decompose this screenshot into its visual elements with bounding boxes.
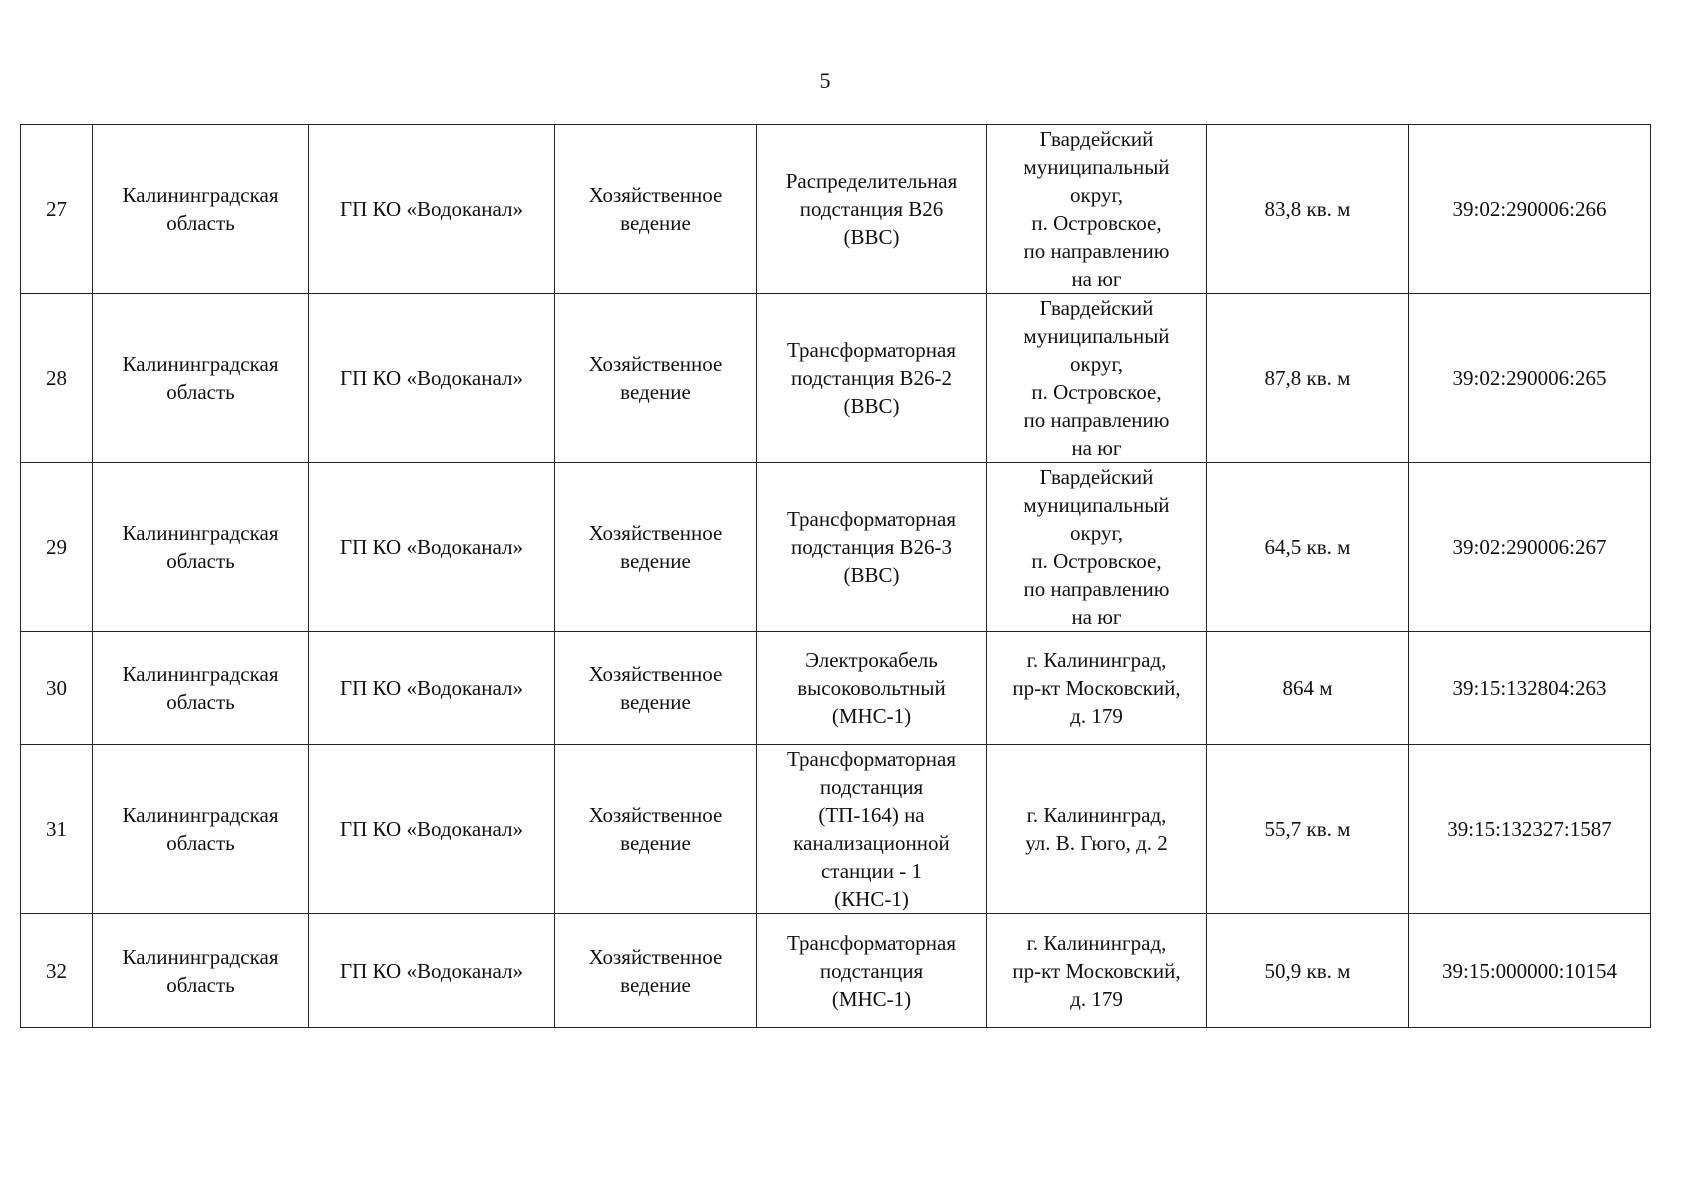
organization-cell: ГП КО «Водоканал» — [309, 914, 555, 1028]
right-type-cell: Хозяйственное ведение — [555, 745, 757, 914]
right-type-cell: Хозяйственное ведение — [555, 294, 757, 463]
object-name-cell: Трансформаторная подстанция (ТП-164) на канализационной станции - 1 (КНС-1) — [757, 745, 987, 914]
object-name-cell: Трансформаторная подстанция В26-2 (ВВС) — [757, 294, 987, 463]
address-cell: г. Калининград, пр-кт Московский, д. 179 — [987, 914, 1207, 1028]
organization-cell: ГП КО «Водоканал» — [309, 463, 555, 632]
region-cell: Калининградская область — [93, 294, 309, 463]
address-cell: Гвардейский муниципальный округ, п. Островское, по направлению на юг — [987, 463, 1207, 632]
table-row — [21, 294, 1651, 463]
row-number: 30 — [21, 632, 93, 745]
right-type-cell: Хозяйственное ведение — [555, 463, 757, 632]
region-cell: Калининградская область — [93, 745, 309, 914]
address-cell: г. Калининград, ул. В. Гюго, д. 2 — [987, 745, 1207, 914]
table-row — [21, 914, 1651, 1028]
page-number: 5 — [819, 68, 831, 93]
right-type-cell: Хозяйственное ведение — [555, 914, 757, 1028]
cadastral-number-cell: 39:15:000000:10154 — [1409, 914, 1651, 1028]
area-cell: 83,8 кв. м — [1207, 125, 1409, 294]
area-cell: 64,5 кв. м — [1207, 463, 1409, 632]
object-name-cell: Электрокабель высоковольтный (МНС-1) — [757, 632, 987, 745]
cadastral-number-cell: 39:15:132327:1587 — [1409, 745, 1651, 914]
property-registry-table — [20, 124, 1651, 1028]
address-cell: Гвардейский муниципальный округ, п. Островское, по направлению на юг — [987, 125, 1207, 294]
cadastral-number-cell: 39:02:290006:265 — [1409, 294, 1651, 463]
row-number: 31 — [21, 745, 93, 914]
address-cell: Гвардейский муниципальный округ, п. Островское, по направлению на юг — [987, 294, 1207, 463]
table-row — [21, 463, 1651, 632]
table-row — [21, 125, 1651, 294]
address-cell: г. Калининград, пр-кт Московский, д. 179 — [987, 632, 1207, 745]
area-cell: 87,8 кв. м — [1207, 294, 1409, 463]
organization-cell: ГП КО «Водоканал» — [309, 745, 555, 914]
area-cell: 55,7 кв. м — [1207, 745, 1409, 914]
right-type-cell: Хозяйственное ведение — [555, 632, 757, 745]
table-row — [21, 745, 1651, 914]
organization-cell: ГП КО «Водоканал» — [309, 294, 555, 463]
region-cell: Калининградская область — [93, 914, 309, 1028]
row-number: 27 — [21, 125, 93, 294]
region-cell: Калининградская область — [93, 125, 309, 294]
region-cell: Калининградская область — [93, 463, 309, 632]
area-cell: 50,9 кв. м — [1207, 914, 1409, 1028]
organization-cell: ГП КО «Водоканал» — [309, 632, 555, 745]
row-number: 32 — [21, 914, 93, 1028]
object-name-cell: Трансформаторная подстанция В26-3 (ВВС) — [757, 463, 987, 632]
table-row — [21, 632, 1651, 745]
cadastral-number-cell: 39:15:132804:263 — [1409, 632, 1651, 745]
cadastral-number-cell: 39:02:290006:267 — [1409, 463, 1651, 632]
object-name-cell: Распределительная подстанция В26 (ВВС) — [757, 125, 987, 294]
cadastral-number-cell: 39:02:290006:266 — [1409, 125, 1651, 294]
region-cell: Калининградская область — [93, 632, 309, 745]
organization-cell: ГП КО «Водоканал» — [309, 125, 555, 294]
right-type-cell: Хозяйственное ведение — [555, 125, 757, 294]
row-number: 28 — [21, 294, 93, 463]
area-cell: 864 м — [1207, 632, 1409, 745]
object-name-cell: Трансформаторная подстанция (МНС-1) — [757, 914, 987, 1028]
row-number: 29 — [21, 463, 93, 632]
